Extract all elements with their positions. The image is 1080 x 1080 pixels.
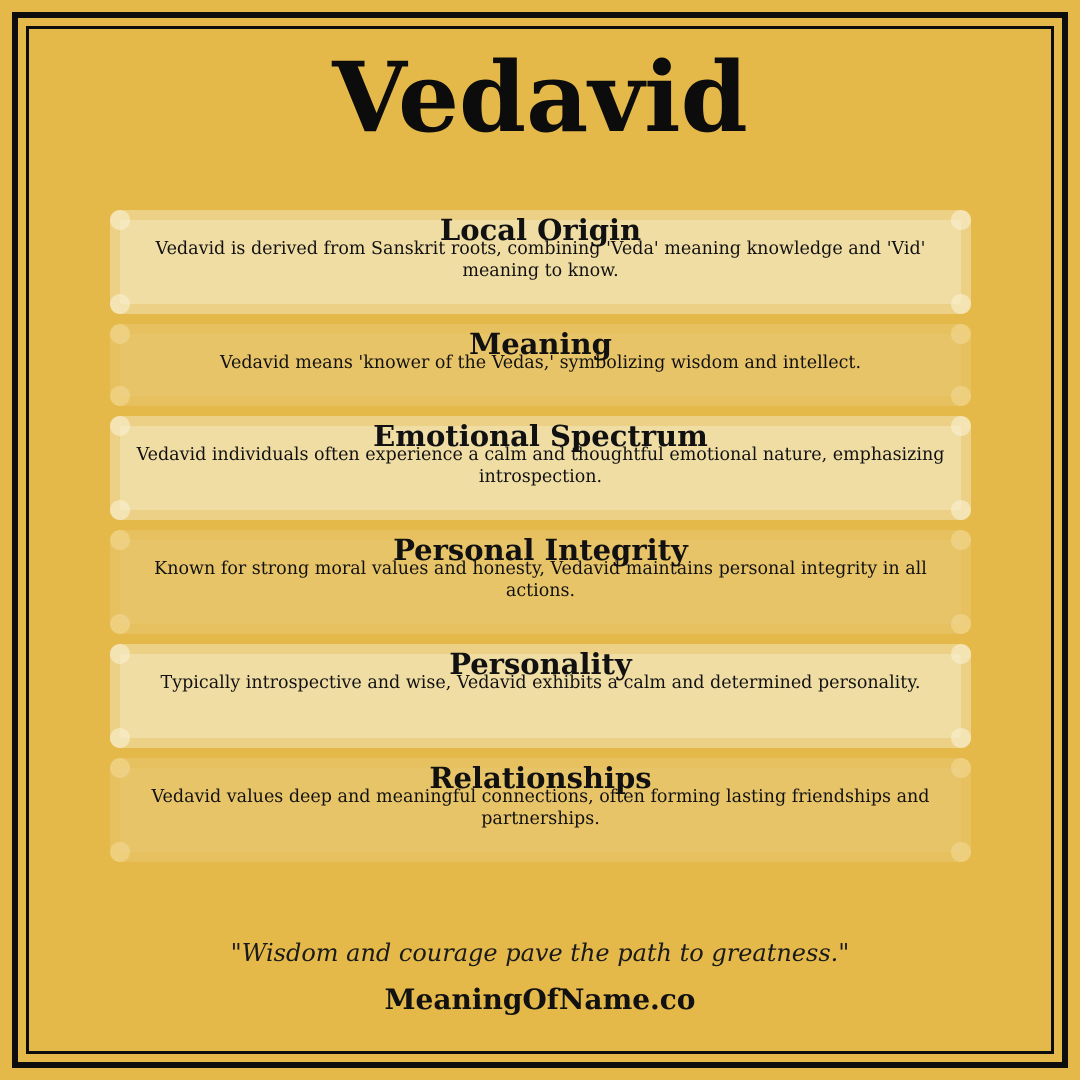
section-card-relationships [110, 758, 971, 862]
quote-text: Wisdom and courage pave the path to greatness. [241, 939, 839, 967]
section-text: Known for strong moral values and honesty, Vedavid maintains personal integrity in all actions. [154, 559, 927, 601]
section-text: Vedavid individuals often experience a calm and thoughtful emotional nature, emphasizing introspection. [136, 445, 945, 487]
card-corner-ornament [951, 386, 971, 406]
card-corner-ornament [110, 728, 130, 748]
section-card-personality [110, 644, 971, 748]
section-text: Typically introspective and wise, Vedavid exhibits a calm and determined personality. [160, 673, 921, 693]
section-card-emotional-spectrum [110, 416, 971, 520]
page-title: Vedavid [332, 41, 748, 154]
site-watermark: MeaningOfName.co [384, 983, 696, 1016]
section-text: Vedavid means 'knower of the Vedas,' symbolizing wisdom and intellect. [219, 353, 862, 373]
card-corner-ornament [110, 614, 130, 634]
card-corner-ornament [951, 500, 971, 520]
quote-open-mark: " [230, 939, 242, 967]
card-corner-ornament [951, 614, 971, 634]
card-corner-ornament [110, 386, 130, 406]
section-card-personal-integrity [110, 530, 971, 634]
section-text: Vedavid values deep and meaningful connections, often forming lasting friendships and partnerships. [151, 787, 930, 829]
quote-close-mark: " [838, 939, 850, 967]
card-corner-ornament [951, 842, 971, 862]
section-card-meaning [110, 324, 971, 406]
card-corner-ornament [951, 294, 971, 314]
card-corner-ornament [110, 500, 130, 520]
section-heading: Meaning [469, 327, 612, 361]
section-card-local-origin [110, 210, 971, 314]
card-corner-ornament [110, 294, 130, 314]
card-corner-ornament [951, 728, 971, 748]
section-heading: Personal Integrity [393, 533, 688, 567]
section-heading: Relationships [429, 761, 652, 795]
section-heading: Emotional Spectrum [373, 419, 708, 453]
section-heading: Local Origin [439, 213, 642, 247]
card-corner-ornament [110, 842, 130, 862]
section-heading: Personality [449, 647, 632, 681]
quote [0, 936, 1080, 970]
section-text: Vedavid is derived from Sanskrit roots, combining 'Veda' meaning knowledge and 'Vid' meaning to know. [155, 239, 926, 281]
